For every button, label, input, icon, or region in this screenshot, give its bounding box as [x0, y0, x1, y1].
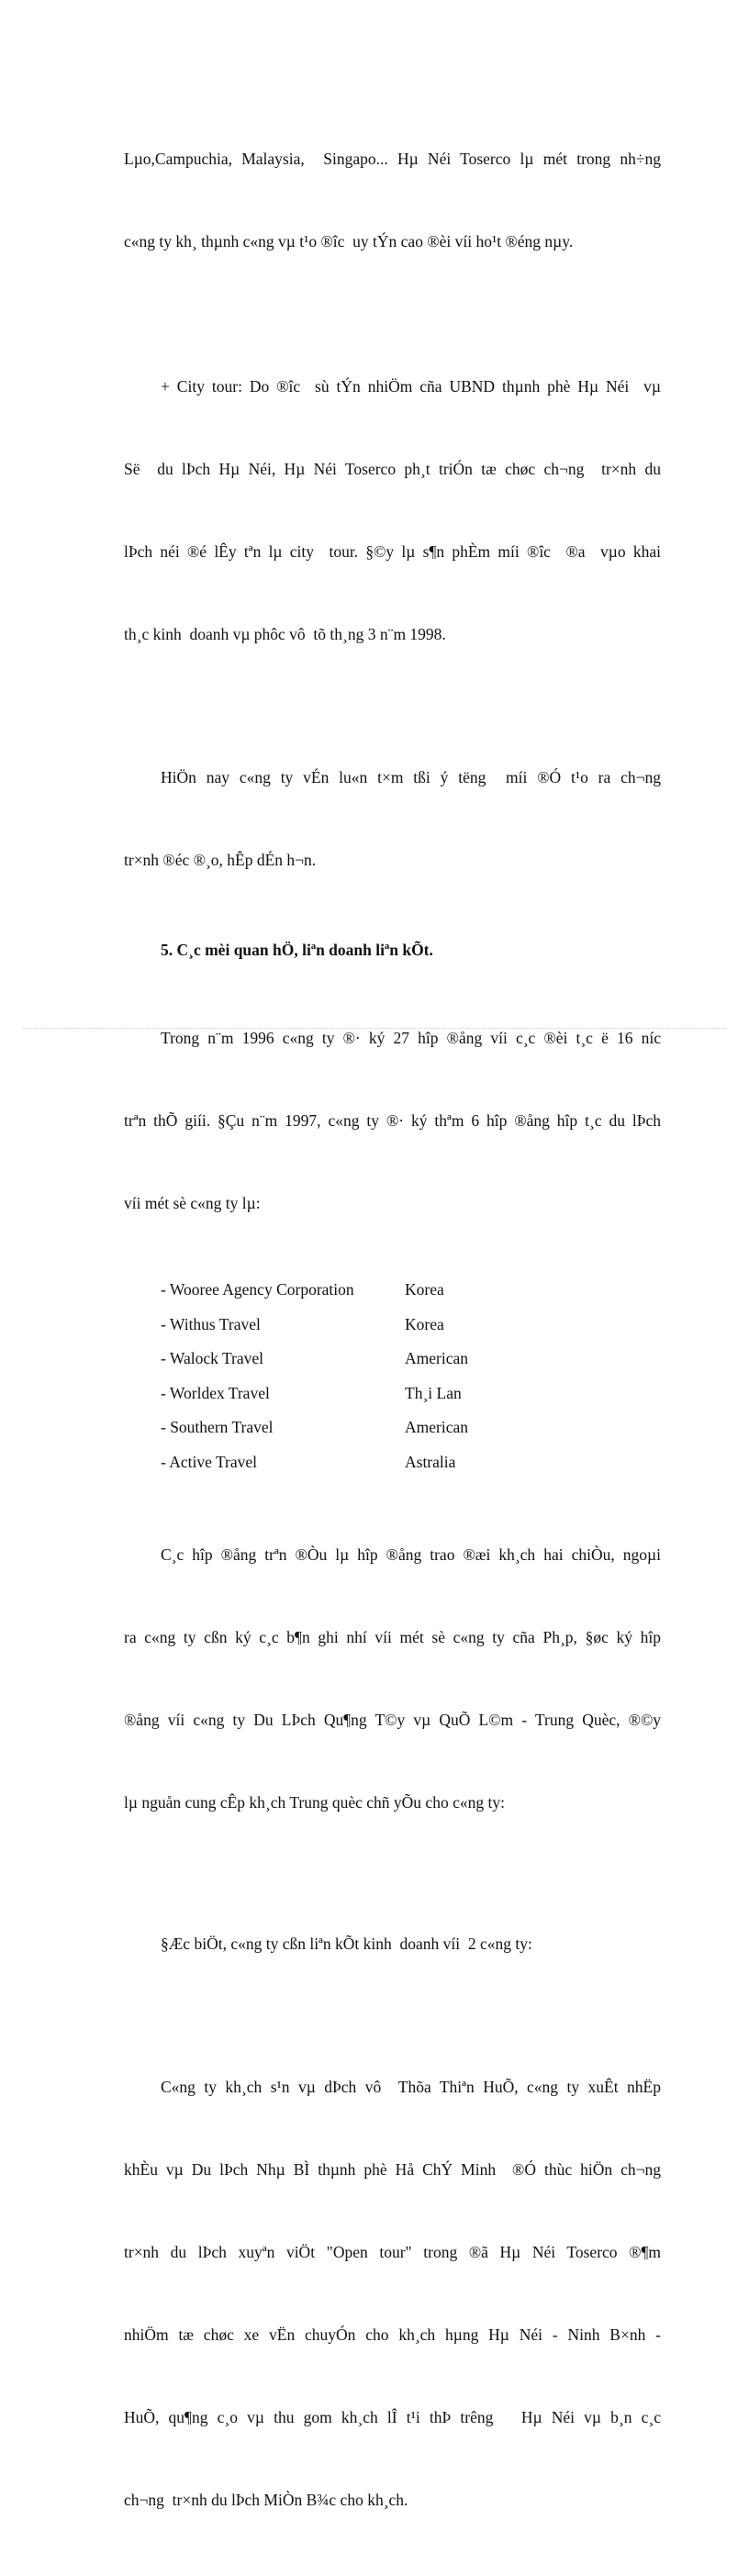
partner-country: American [405, 1418, 468, 1436]
partner-country: American [405, 1349, 468, 1367]
text-line: ra c«ng ty cßn ký c¸c b¶n ghi nhí víi mét sè c«ng ty cña Ph¸p, §øc ký hîp [124, 1628, 661, 1646]
partner-row [124, 1344, 661, 1379]
paragraph-contracts [124, 969, 661, 1272]
partner-row [124, 1413, 661, 1448]
partner-name: - Active Travel [161, 1452, 257, 1471]
text-line: Lµo,Campuchia, Malaysia, Singapo... Hµ Néi Toserco lµ mét trong nh÷ng [124, 150, 661, 168]
partner-name: - Withus Travel [161, 1314, 261, 1333]
partner-country: Astralia [405, 1452, 456, 1471]
text-line: ch¬ng tr×nh du lÞch MiÒn B¾c cho kh¸ch. [124, 2491, 408, 2509]
paragraph-open-tour [124, 2018, 661, 2569]
partner-country: Korea [405, 1314, 444, 1333]
section-heading: 5. C¸c mèi quan hÖ, liªn doanh liªn kÕt. [161, 941, 433, 959]
text-line: tr×nh du lÞch xuyªn viÖt "Open tour" trong ®ã Hµ Néi Toserco ®¶m [124, 2243, 661, 2261]
text-line: víi mét sè c«ng ty lµ: [124, 1194, 261, 1212]
paragraph-intro-continuation [124, 90, 661, 310]
text-line: c«ng ty kh¸ thµnh c«ng vµ t¹o ®îc uy tÝn cao ®èi víi ho¹t ®éng nµy. [124, 232, 574, 251]
partner-row [124, 1310, 661, 1345]
partner-country: Th¸i Lan [405, 1383, 462, 1402]
text-line: lµ nguån cung cÊp kh¸ch Trung quèc chñ yÕu cho c«ng ty: [124, 1793, 505, 1812]
text-line: nhiÖm tæ chøc xe vËn chuyÓn cho kh¸ch hµng Hµ Néi - Ninh B×nh - [124, 2325, 661, 2344]
text-line: C«ng ty kh¸ch s¹n vµ dÞch vô Thõa Thiªn HuÕ, c«ng ty xuÊt nhËp [161, 2078, 661, 2096]
text-line: tr×nh ®éc ®¸o, hÊp dÉn h¬n. [124, 851, 317, 869]
text-line: C¸c hîp ®ång trªn ®Òu lµ hîp ®ång trao ®æi kh¸ch hai chiÒu, ngoµi [161, 1545, 661, 1564]
text-line: Së du lÞch Hµ Néi, Hµ Néi Toserco ph¸t triÓn tæ chøc ch¬ng tr×nh du [124, 460, 661, 478]
partner-name: - Wooree Agency Corporation [161, 1280, 354, 1299]
partner-list [124, 1276, 661, 1482]
paragraph-current-status [124, 708, 661, 929]
document-page [124, 90, 661, 2576]
text-line: trªn thÕ giíi. §Çu n¨m 1997, c«ng ty ®· ký thªm 6 hîp ®ång hîp t¸c du lÞch [124, 1111, 661, 1130]
text-line: HuÕ, qu¶ng c¸o vµ thu gom kh¸ch lÎ t¹i thÞ trêng Hµ Néi vµ b¸n c¸c [124, 2408, 661, 2426]
partner-row [124, 1448, 661, 1483]
paragraph-city-tour [124, 318, 661, 703]
partner-name: - Worldex Travel [161, 1383, 270, 1402]
text-line: khÈu vµ Du lÞch Nhµ BÌ thµnh phè Hå ChÝ Minh ®Ó thùc hiÖn ch¬ng [124, 2160, 661, 2179]
partner-name: - Walock Travel [161, 1349, 264, 1367]
text-line: + City tour: Do ®îc sù tÝn nhiÖm cña UBND thµnh phè Hµ Néi vµ [161, 377, 661, 396]
text-line: §Æc biÖt, c«ng ty cßn liªn kÕt kinh doanh víi 2 c«ng ty: [161, 1935, 532, 1953]
text-line: lÞch néi ®é lÊy tªn lµ city tour. §©y lµ s¶n phÈm míi ®îc ®a vµo khai [124, 542, 661, 561]
paragraph-two-way-contracts [124, 1486, 661, 1871]
page-bottom-divider [23, 1028, 726, 1029]
partner-row [124, 1276, 661, 1310]
text-line: HiÖn nay c«ng ty vÉn lu«n t×m tßi ý tëng míi ®Ó t¹o ra ch¬ng [161, 768, 661, 786]
text-line: th¸c kinh doanh vµ phôc vô tõ th¸ng 3 n¨m 1998. [124, 625, 446, 643]
text-line: ®ång víi c«ng ty Du LÞch Qu¶ng T©y vµ QuÕ L©m - Trung Quèc, ®©y [124, 1711, 661, 1729]
partner-row [124, 1379, 661, 1414]
partner-name: - Southern Travel [161, 1418, 274, 1436]
partner-country: Korea [405, 1280, 444, 1299]
paragraph-special-partners [124, 1875, 661, 2013]
text-line: Trong n¨m 1996 c«ng ty ®· ký 27 hîp ®ång víi c¸c ®èi t¸c ë 16 níc [161, 1029, 661, 1047]
